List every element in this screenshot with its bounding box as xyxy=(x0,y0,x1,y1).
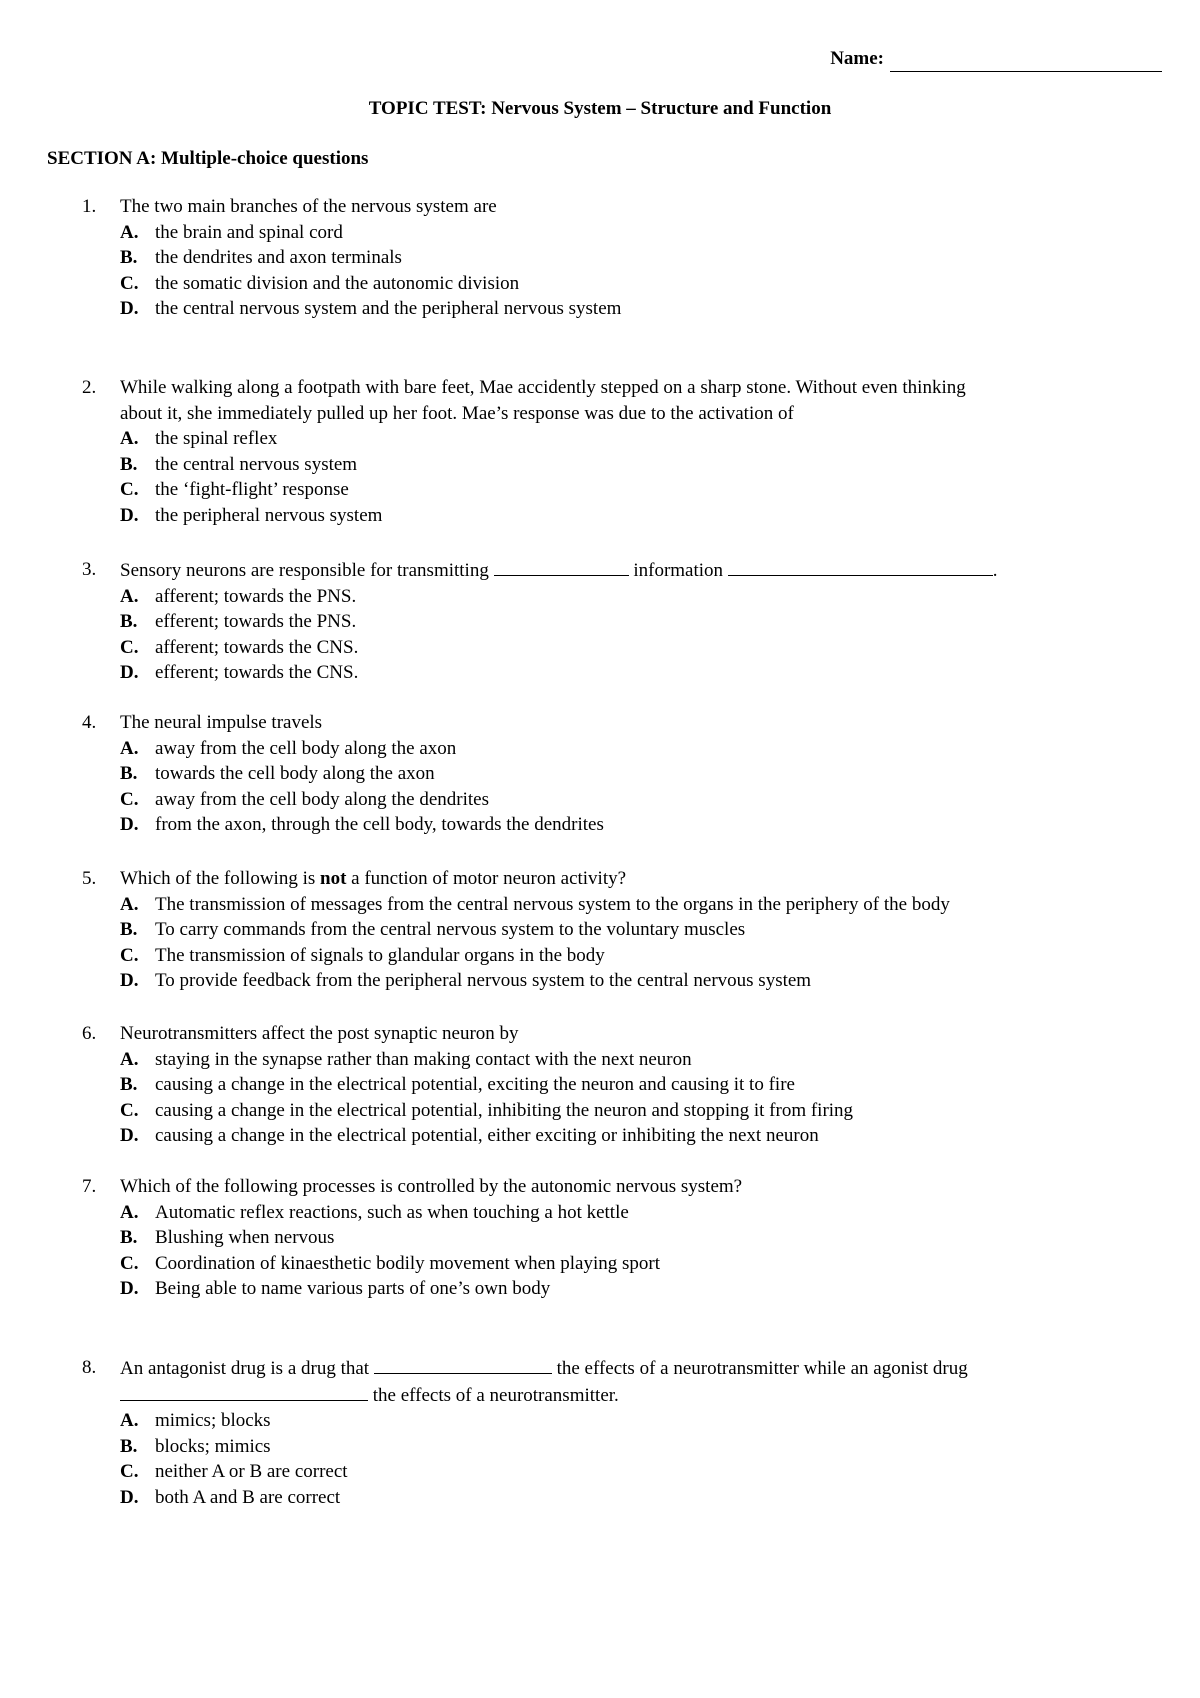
option-text: the ‘fight-flight’ response xyxy=(155,479,349,500)
question-5 xyxy=(82,866,1162,994)
name-field xyxy=(830,46,1162,72)
option-letter: D. xyxy=(120,814,139,835)
option-c[interactable] xyxy=(120,635,1162,661)
question-7 xyxy=(82,1174,1162,1302)
name-label: Name: xyxy=(830,48,884,69)
question-number: 4. xyxy=(82,712,97,733)
page-title: TOPIC TEST: Nervous System – Structure and Function xyxy=(368,98,832,119)
question-number: 7. xyxy=(82,1176,97,1197)
option-text: staying in the synapse rather than making contact with the next neuron xyxy=(155,1048,692,1070)
question-8 xyxy=(82,1355,1162,1510)
option-text: the peripheral nervous system xyxy=(155,504,383,526)
option-d[interactable] xyxy=(120,812,1162,838)
option-text: the spinal reflex xyxy=(155,428,278,449)
option-text: To provide feedback from the peripheral nervous system to the central nervous system xyxy=(155,970,812,991)
question-stem-line-2: about it, she immediately pulled up her foot. Mae’s response was due to the activation of xyxy=(120,402,794,424)
question-number: 5. xyxy=(82,868,97,889)
stem-text: a function of motor neuron activity? xyxy=(351,868,627,889)
option-c[interactable] xyxy=(120,943,1162,969)
answer-blank-2[interactable] xyxy=(728,557,993,576)
option-letter: B. xyxy=(120,453,138,475)
option-text: neither A or B are correct xyxy=(155,1461,348,1482)
option-letter: A. xyxy=(120,1048,139,1070)
option-a[interactable] xyxy=(120,736,1162,762)
stem-text: Which of the following is xyxy=(120,868,316,889)
option-d[interactable] xyxy=(120,1276,1162,1302)
stem-text: An antagonist drug is a drug that xyxy=(120,1358,370,1379)
question-stem: The two main branches of the nervous system are xyxy=(120,196,497,217)
question-number: 2. xyxy=(82,377,97,398)
option-text: the somatic division and the autonomic division xyxy=(155,272,520,294)
option-text: blocks; mimics xyxy=(155,1435,271,1457)
stem-text: the effects of a neurotransmitter. xyxy=(372,1384,619,1406)
question-stem: Which of the following processes is controlled by the autonomic nervous system? xyxy=(120,1176,743,1197)
answer-blank-1[interactable] xyxy=(374,1355,552,1374)
option-text: The transmission of messages from the central nervous system to the organs in the periphery of the body xyxy=(155,893,950,915)
option-letter: C. xyxy=(120,1252,139,1274)
option-letter: A. xyxy=(120,893,139,915)
question-1 xyxy=(82,194,1162,322)
question-number: 8. xyxy=(82,1357,97,1378)
option-c[interactable] xyxy=(120,1098,1162,1124)
option-text: causing a change in the electrical potential, inhibiting the neuron and stopping it from firing xyxy=(155,1099,854,1121)
option-text: the dendrites and axon terminals xyxy=(155,247,402,268)
option-d[interactable] xyxy=(120,660,1162,686)
question-number: 1. xyxy=(82,196,97,217)
option-letter: C. xyxy=(120,1461,139,1482)
option-b[interactable] xyxy=(120,761,1162,787)
option-b[interactable] xyxy=(120,245,1162,271)
option-letter: D. xyxy=(120,504,139,526)
option-text: towards the cell body along the axon xyxy=(155,763,435,784)
question-number: 6. xyxy=(82,1023,97,1044)
option-b[interactable] xyxy=(120,609,1162,635)
option-text: Automatic reflex reactions, such as when touching a hot kettle xyxy=(155,1201,629,1223)
option-a[interactable] xyxy=(120,1047,1162,1073)
option-b[interactable] xyxy=(120,1072,1162,1098)
option-letter: D. xyxy=(120,298,139,319)
option-letter: C. xyxy=(120,788,139,810)
section-heading: SECTION A: Multiple-choice questions xyxy=(47,148,369,169)
option-c[interactable] xyxy=(120,787,1162,813)
answer-blank-1[interactable] xyxy=(494,557,629,576)
option-c[interactable] xyxy=(120,477,1162,503)
question-stem: The neural impulse travels xyxy=(120,712,323,733)
option-text: Coordination of kinaesthetic bodily movement when playing sport xyxy=(155,1252,660,1274)
option-d[interactable] xyxy=(120,1485,1162,1511)
option-text: Being able to name various parts of one’s own body xyxy=(155,1278,551,1299)
question-stem: Neurotransmitters affect the post synaptic neuron by xyxy=(120,1023,519,1044)
option-text: the central nervous system xyxy=(155,453,358,475)
option-letter: C. xyxy=(120,1099,139,1121)
question-6 xyxy=(82,1021,1162,1149)
stem-text: . xyxy=(992,560,998,581)
option-text: from the axon, through the cell body, towards the dendrites xyxy=(155,814,604,835)
option-letter: D. xyxy=(120,1278,139,1299)
option-d[interactable] xyxy=(120,968,1162,994)
option-text: causing a change in the electrical potential, either exciting or inhibiting the next neuron xyxy=(155,1125,819,1146)
option-letter: B. xyxy=(120,1435,138,1457)
question-stem-line-1 xyxy=(120,1355,1162,1382)
option-letter: A. xyxy=(120,737,139,759)
option-letter: B. xyxy=(120,1074,138,1095)
option-c[interactable] xyxy=(120,1251,1162,1277)
option-letter: A. xyxy=(120,1201,139,1223)
option-d[interactable] xyxy=(120,296,1162,322)
option-letter: B. xyxy=(120,611,138,632)
name-blank[interactable] xyxy=(890,51,1162,72)
option-text: efferent; towards the CNS. xyxy=(155,662,359,683)
option-letter: D. xyxy=(120,1125,139,1146)
option-a[interactable] xyxy=(120,220,1162,246)
stem-text: the effects of a neurotransmitter while an agonist drug xyxy=(556,1358,968,1379)
question-2 xyxy=(82,375,1162,528)
answer-blank-2[interactable] xyxy=(120,1382,368,1401)
option-d[interactable] xyxy=(120,503,1162,529)
option-b[interactable] xyxy=(120,452,1162,478)
option-letter: D. xyxy=(120,662,139,683)
option-text: mimics; blocks xyxy=(155,1410,271,1431)
option-letter: A. xyxy=(120,428,139,449)
option-text: the central nervous system and the peripheral nervous system xyxy=(155,298,622,319)
option-c[interactable] xyxy=(120,1459,1162,1485)
option-text: efferent; towards the PNS. xyxy=(155,611,357,632)
option-letter: B. xyxy=(120,919,138,940)
option-letter: A. xyxy=(120,585,139,607)
option-letter: D. xyxy=(120,1486,139,1508)
question-3 xyxy=(82,557,1162,686)
option-letter: C. xyxy=(120,944,139,966)
option-text: Blushing when nervous xyxy=(155,1227,335,1248)
option-text: causing a change in the electrical potential, exciting the neuron and causing it to fire xyxy=(155,1074,795,1095)
option-a[interactable] xyxy=(120,1200,1162,1226)
question-4 xyxy=(82,710,1162,838)
question-stem-line-1: While walking along a footpath with bare feet, Mae accidently stepped on a sharp stone. Without even thinking xyxy=(120,377,966,398)
option-a[interactable] xyxy=(120,584,1162,610)
option-a[interactable] xyxy=(120,426,1162,452)
option-letter: B. xyxy=(120,1227,138,1248)
option-text: afferent; towards the PNS. xyxy=(155,585,357,607)
option-text: The transmission of signals to glandular organs in the body xyxy=(155,944,605,966)
option-b[interactable] xyxy=(120,1225,1162,1251)
stem-text: information xyxy=(633,560,724,581)
stem-emphasis: not xyxy=(320,868,347,889)
option-c[interactable] xyxy=(120,271,1162,297)
option-text: away from the cell body along the axon xyxy=(155,737,457,759)
question-number: 3. xyxy=(82,559,97,580)
option-a[interactable] xyxy=(120,892,1162,918)
question-stem xyxy=(120,557,1162,584)
option-d[interactable] xyxy=(120,1123,1162,1149)
option-text: the brain and spinal cord xyxy=(155,221,343,243)
option-letter: D. xyxy=(120,970,139,991)
option-letter: A. xyxy=(120,221,139,243)
option-text: To carry commands from the central nervous system to the voluntary muscles xyxy=(155,919,746,940)
option-letter: B. xyxy=(120,247,138,268)
option-letter: C. xyxy=(120,479,139,500)
question-stem-line-2 xyxy=(120,1382,1162,1409)
option-text: afferent; towards the CNS. xyxy=(155,636,359,658)
option-b[interactable] xyxy=(120,917,1162,943)
option-text: away from the cell body along the dendrites xyxy=(155,788,489,810)
option-a[interactable] xyxy=(120,1408,1162,1434)
question-stem xyxy=(120,866,1162,892)
option-letter: B. xyxy=(120,763,138,784)
option-b[interactable] xyxy=(120,1434,1162,1460)
option-text: both A and B are correct xyxy=(155,1486,341,1508)
stem-text: Sensory neurons are responsible for transmitting xyxy=(120,560,489,581)
option-letter: C. xyxy=(120,272,139,294)
option-letter: A. xyxy=(120,1410,139,1431)
option-letter: C. xyxy=(120,636,139,658)
